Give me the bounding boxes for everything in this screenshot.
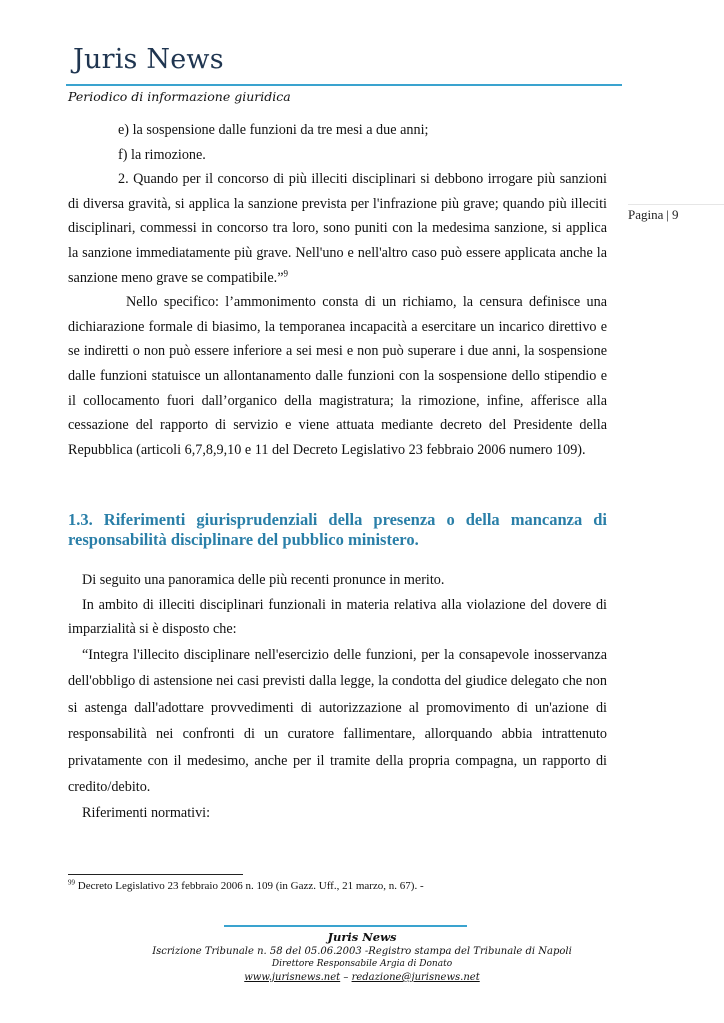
page-label: Pagina: [628, 207, 664, 222]
footer-title: Juris News: [327, 930, 397, 944]
section-heading: 1.3. Riferimenti giurisprudenziali della presenza o della mancanza di responsabilità disciplinare del pubblico ministero.: [68, 510, 607, 549]
paragraph-specific: Nello specifico: l’ammonimento consta di un richiamo, la censura definisce una dichiarazione formale di biasimo, la temporanea incapacità a esercitare un incarico direttivo e se indiretti o non può essere inferiore a sei mesi e non può superare i due anni, la sospensione dalle funzioni statuisce un allontanamento dalle funzioni con la sospensione dello stipendio e il collocamento fuori dall’organico della magistratura; la rimozione, infine, afferisce alla cessazione del rapporto di servizio e viene attuata mediante decreto del Presidente della Repubblica (articoli 6,7,8,9,10 e 11 del Decreto Legislativo 23 febbraio 2006 numero 109).: [68, 294, 607, 458]
link-separator: –: [343, 972, 349, 983]
page-footer: [100, 930, 624, 984]
page-number: [628, 204, 724, 223]
list-item-e: e) la sospensione dalle funzioni da tre mesi a due anni;: [118, 122, 429, 138]
footer-links: [100, 971, 624, 984]
footnote-text: Decreto Legislativo 23 febbraio 2006 n. 109 (in Gazz. Uff., 21 marzo, n. 67). -: [77, 880, 424, 892]
paragraph-article-2-text: 2. Quando per il concorso di più illeciti disciplinari si debbono irrogare più sanzioni di diversa gravità, si applica la sanzione prevista per l'infrazione più grave; quando più illeciti disciplinari, commessi in concorso tra loro, sono puniti con la medesima sanzione, si applica la sanzione immediatamente più grave. Nell'uno e nell'altro caso può essere applicata anche la sanzione meno grave se compatibile.”: [68, 171, 607, 286]
page-number-value: 9: [672, 207, 679, 222]
website-link[interactable]: www.jurisnews.net: [244, 972, 341, 983]
footnote: [68, 879, 424, 893]
email-link[interactable]: redazione@jurisnews.net: [351, 972, 480, 983]
article-body-lower: [68, 568, 607, 825]
footnote-reference[interactable]: 9: [283, 267, 288, 278]
paragraph-references: Riferimenti normativi:: [82, 804, 211, 821]
paragraph-quote: “Integra l'illecito disciplinare nell'esercizio delle funzioni, per la consapevole inosservanza dell'obbligo di astensione nei casi previsti dalla legge, la condotta del giudice delegato che non si astenga dall'adottare provvedimenti di autorizzazione al promovimento di un'azione di responsabilità nei confronti di un curatore fallimentare, allorquando abbia intrattenuto privatamente con il medesimo, anche per il tramite della propria compagna, un rapporto di credito/debito.: [68, 646, 607, 796]
footnote-divider: [68, 874, 243, 875]
footer-registration: Iscrizione Tribunale n. 58 del 05.06.2003 -Registro stampa del Tribunale di Napoli: [152, 946, 572, 957]
list-item-f: f) la rimozione.: [118, 146, 206, 163]
paragraph-overview: Di seguito una panoramica delle più recenti pronunce in merito.: [82, 572, 445, 588]
publication-subtitle: Periodico di informazione giuridica: [68, 89, 291, 104]
paragraph-impartiality: In ambito di illeciti disciplinari funzionali in materia relativa alla violazione del dovere di imparzialità si è disposto che:: [68, 596, 607, 638]
article-body-upper: [68, 118, 607, 462]
footer-divider: [224, 925, 467, 927]
footer-director: Direttore Responsabile Argia di Donato: [271, 959, 453, 969]
paragraph-article-2: [68, 167, 607, 290]
page-separator: |: [666, 207, 669, 222]
footnote-marker: 99: [68, 878, 75, 887]
header-divider: [66, 84, 622, 86]
publication-title: Juris News: [73, 44, 224, 75]
